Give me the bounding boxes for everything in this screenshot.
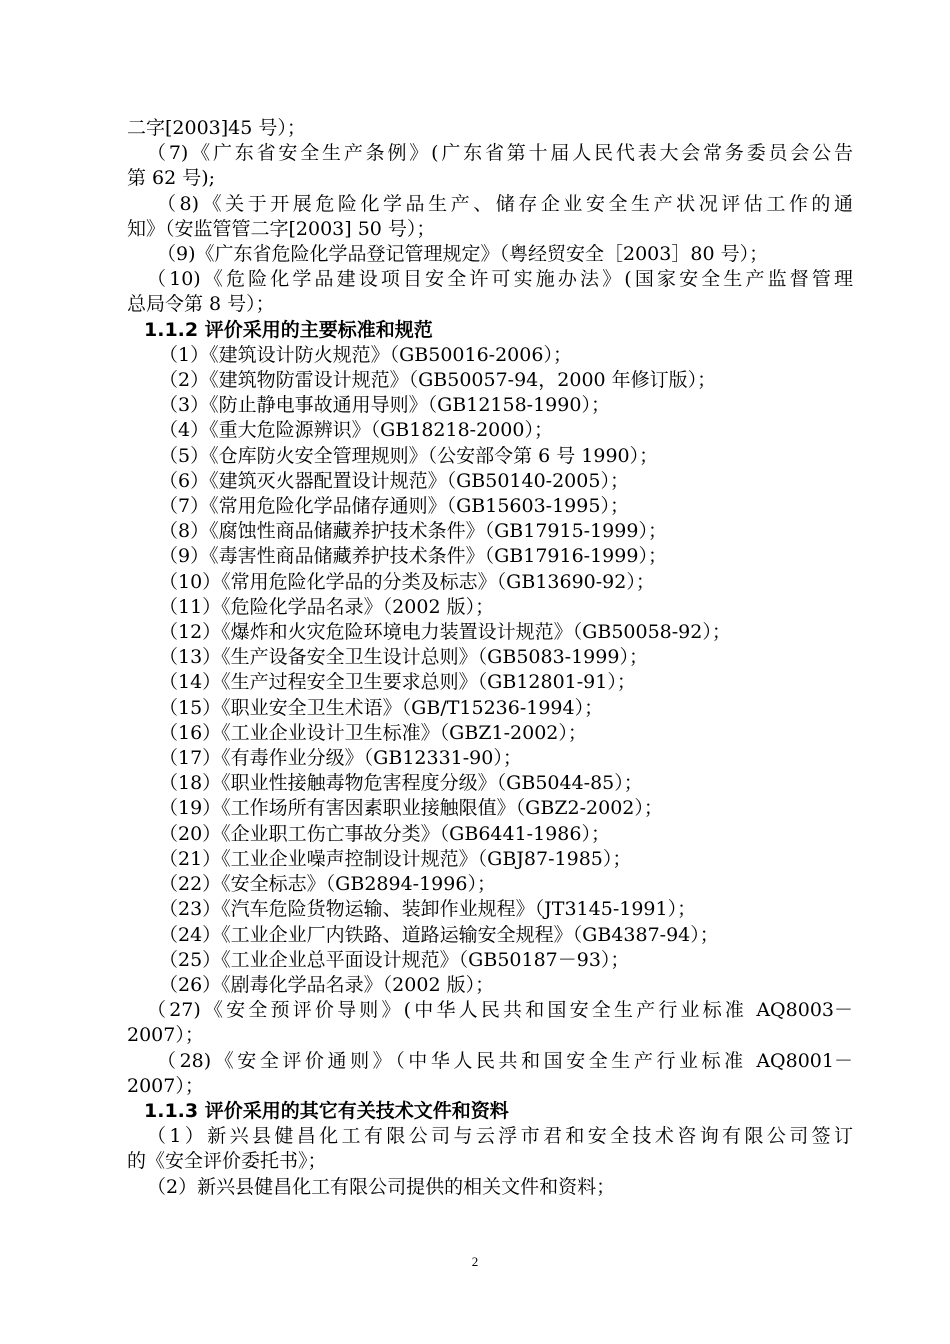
list-item: （24）《工业企业厂内铁路、道路运输安全规程》（GB4387-94）； xyxy=(159,923,719,946)
list-item: （28)《安全评价通则》（中华人民共和国安全生产行业标准 AQ8001－ xyxy=(157,1049,853,1072)
list-item: （22）《安全标志》（GB2894-1996）； xyxy=(159,873,496,896)
list-item: （23）《汽车危险货物运输、装卸作业规程》（JT3145-1991）； xyxy=(159,898,697,921)
list-item: （5）《仓库防火安全管理规则》（公安部令第 6 号 1990）； xyxy=(159,444,659,467)
section-heading-1-1-2: 1.1.2 评价采用的主要标准和规范 xyxy=(144,318,433,341)
list-item: （16）《工业企业设计卫生标准》（GBZ1-2002）； xyxy=(159,721,587,744)
list-item: （13）《生产设备安全卫生设计总则》（GB5083-1999）； xyxy=(159,646,648,669)
document-body xyxy=(127,116,853,1200)
regulation-line: （7)《广东省安全生产条例》(广东省第十届人民代表大会常务委员会公告 xyxy=(147,142,853,165)
standards-list xyxy=(127,343,853,998)
list-item: （17）《有毒作业分级》（GB12331-90）； xyxy=(159,747,522,770)
list-item: （7）《常用危险化学品储存通则》（GB15603-1995）； xyxy=(159,495,629,518)
list-item: （10）《常用危险化学品的分类及标志》（GB13690-92）； xyxy=(159,570,655,593)
regulation-line: 第 62 号); xyxy=(127,167,216,190)
list-item: （26）《剧毒化学品名录》（2002 版）； xyxy=(159,973,495,996)
list-item: （6）《建筑灭火器配置设计规范》（GB50140-2005）； xyxy=(159,469,629,492)
list-item: （25）《工业企业总平面设计规范》（GB50187－93）； xyxy=(159,948,630,971)
list-item: （27)《安全预评价导则》(中华人民共和国安全生产行业标准 AQ8003－ xyxy=(147,999,853,1022)
list-item: （1）新兴县健昌化工有限公司与云浮市君和安全技术咨询有限公司签订 xyxy=(147,1125,853,1148)
list-item: （3）《防止静电事故通用导则》（GB12158-1990）； xyxy=(159,394,610,417)
regulation-line: 总局令第 8 号）； xyxy=(127,293,275,316)
list-item: （12）《爆炸和火灾危险环境电力装置设计规范》（GB50058-92）； xyxy=(159,621,731,644)
regulation-line: （9)《广东省危险化学品登记管理规定》（粤经贸安全［2003］80 号）； xyxy=(157,243,769,266)
list-item: （1）《建筑设计防火规范》（GB50016-2006）； xyxy=(159,343,572,366)
list-item: （9）《毒害性商品储藏养护技术条件》（GB17916-1999）； xyxy=(159,545,667,568)
list-item-continuation: 的《安全评价委托书》； xyxy=(127,1150,327,1173)
list-item-continuation: 2007）； xyxy=(127,1074,204,1097)
list-item: （14）《生产过程安全卫生要求总则》（GB12801-91）； xyxy=(159,671,636,694)
section-heading-1-1-3: 1.1.3 评价采用的其它有关技术文件和资料 xyxy=(144,1099,509,1122)
page-number: 2 xyxy=(471,1254,479,1269)
list-item: （11）《危险化学品名录》（2002 版）； xyxy=(159,595,495,618)
list-item: （15）《职业安全卫生术语》（GB/T15236-1994）； xyxy=(159,696,604,719)
list-item: （4）《重大危险源辨识》（GB18218-2000）； xyxy=(159,419,553,442)
list-item: （2）新兴县健昌化工有限公司提供的相关文件和资料； xyxy=(147,1175,616,1198)
regulation-line: （8)《关于开展危险化学品生产、储存企业安全生产状况评估工作的通 xyxy=(157,192,853,215)
list-item: （19）《工作场所有害因素职业接触限值》（GBZ2-2002）； xyxy=(159,797,663,820)
list-item: （21）《工业企业噪声控制设计规范》（GBJ87-1985）； xyxy=(159,847,632,870)
list-item: （8）《腐蚀性商品储藏养护技术条件》（GB17915-1999）； xyxy=(159,520,667,543)
list-item: （2）《建筑物防雷设计规范》（GB50057-94，2000 年修订版）； xyxy=(159,369,717,392)
list-item: （18）《职业性接触毒物危害程度分级》（GB5044-85）； xyxy=(159,772,643,795)
regulation-line: 二字[2003]45 号）； xyxy=(127,117,306,139)
regulation-line: 知》（安监管管二字[2003] 50 号）； xyxy=(127,217,436,240)
list-item: （20）《企业职工伤亡事故分类》（GB6441-1986）； xyxy=(159,822,610,845)
list-item-continuation: 2007）； xyxy=(127,1024,204,1047)
regulation-line: （10)《危险化学品建设项目安全许可实施办法》(国家安全生产监督管理 xyxy=(147,268,853,291)
